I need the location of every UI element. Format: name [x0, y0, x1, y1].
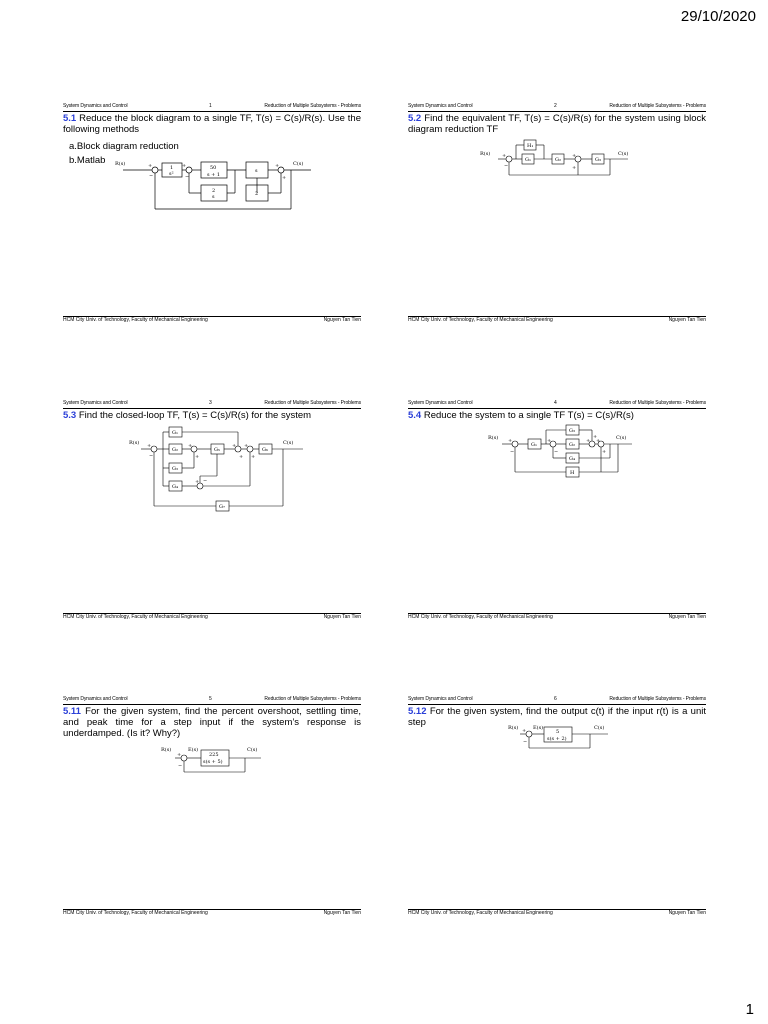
header-course: System Dynamics and Control [63, 103, 128, 109]
block-diagram-5-11 [161, 744, 271, 776]
method-b: b.Matlab [69, 155, 106, 166]
block1-num: 1 [170, 165, 174, 171]
problem-statement [63, 113, 361, 135]
slide-6 [408, 696, 706, 918]
block-G5: G₅ [214, 447, 220, 453]
footer-institution: HCM City Univ. of Technology, Faculty of Mechanical Engineering [63, 910, 208, 916]
footer-author: Nguyen Tan Tien [668, 614, 706, 620]
block-diagram-5-1 [115, 151, 315, 213]
svg-text:+: + [251, 454, 256, 460]
block-G4: G₄ [172, 484, 178, 490]
header-rule [408, 111, 706, 112]
problem-number: 5.4 [408, 410, 422, 421]
svg-text:+: + [239, 454, 244, 460]
label-C: C(s) [247, 747, 258, 753]
svg-text:+: + [148, 163, 153, 169]
label-R: R(s) [129, 440, 140, 446]
footer-author: Nguyen Tan Tien [323, 614, 361, 620]
problem-text: For the given system, find the output c(t) if the input r(t) is a unit step [408, 706, 706, 728]
block2-num: 50 [210, 165, 217, 171]
label-C: C(s) [293, 161, 304, 167]
svg-text:−: − [203, 478, 208, 484]
plant-num: 5 [556, 729, 560, 735]
block-G3: G₃ [595, 157, 601, 163]
block4-num: 2 [212, 188, 216, 194]
method-a: a.Block diagram reduction [69, 141, 179, 152]
label-R: R(s) [480, 151, 491, 157]
svg-text:+: + [232, 443, 237, 449]
label-E: E(s) [188, 747, 199, 753]
svg-text:+: + [195, 454, 200, 460]
svg-text:+: + [244, 443, 249, 449]
header-course: System Dynamics and Control [408, 400, 473, 406]
block-G1: G₁ [525, 157, 531, 163]
block1-den: s² [169, 171, 174, 177]
svg-text:+: + [188, 443, 193, 449]
svg-text:+: + [572, 153, 577, 159]
block-G7: G₇ [219, 504, 225, 510]
block3: s [255, 168, 258, 174]
problem-statement [408, 113, 706, 135]
header-course: System Dynamics and Control [408, 103, 473, 109]
svg-text:−: − [554, 449, 559, 455]
header-topic: Reduction of Multiple Subsystems - Problems [264, 696, 361, 702]
block-diagram-5-12 [508, 722, 618, 752]
label-C: C(s) [594, 725, 605, 731]
svg-text:+: + [572, 165, 577, 171]
problem-number: 5.2 [408, 113, 422, 124]
footer-institution: HCM City Univ. of Technology, Faculty of Mechanical Engineering [63, 614, 208, 620]
block-diagram-5-2 [480, 139, 630, 181]
block-G2: G₂ [569, 442, 575, 448]
plant-den: s(s + 2) [547, 736, 567, 742]
svg-text:−: − [510, 449, 515, 455]
svg-text:−: − [185, 174, 190, 180]
problem-number: 5.3 [63, 410, 77, 421]
footer-author: Nguyen Tan Tien [323, 317, 361, 323]
header-topic: Reduction of Multiple Subsystems - Problems [609, 696, 706, 702]
svg-text:+: + [177, 752, 182, 758]
footer-author: Nguyen Tan Tien [668, 910, 706, 916]
footer-institution: HCM City Univ. of Technology, Faculty of Mechanical Engineering [63, 317, 208, 323]
block-G3: G₃ [569, 428, 575, 434]
footer-author: Nguyen Tan Tien [323, 910, 361, 916]
svg-text:+: + [593, 434, 598, 440]
svg-text:+: + [596, 438, 601, 444]
problem-number: 5.12 [408, 706, 427, 717]
block-G6: G₆ [262, 447, 268, 453]
plant-den: s(s + 5) [203, 759, 223, 765]
block-G2: G₂ [172, 447, 178, 453]
problem-number: 5.1 [63, 113, 77, 124]
footer-institution: HCM City Univ. of Technology, Faculty of Mechanical Engineering [408, 317, 553, 323]
block-G3: G₃ [172, 466, 178, 472]
problem-number: 5.11 [63, 706, 81, 717]
svg-text:+: + [147, 443, 152, 449]
label-C: C(s) [616, 435, 627, 441]
label-R: R(s) [115, 161, 126, 167]
svg-text:+: + [508, 438, 513, 444]
svg-text:+: + [195, 479, 200, 485]
label-E: E(s) [533, 725, 544, 731]
footer-institution: HCM City Univ. of Technology, Faculty of Mechanical Engineering [408, 910, 553, 916]
svg-text:+: + [522, 728, 527, 734]
header-rule [63, 111, 361, 112]
header-rule [63, 704, 361, 705]
slide-1 [63, 103, 361, 325]
block-H: H [570, 470, 575, 476]
label-R: R(s) [161, 747, 172, 753]
header-topic: Reduction of Multiple Subsystems - Problems [609, 400, 706, 406]
svg-text:−: − [149, 453, 154, 459]
header-course: System Dynamics and Control [63, 696, 128, 702]
header-topic: Reduction of Multiple Subsystems - Problems [264, 103, 361, 109]
svg-text:−: − [178, 763, 183, 769]
header-topic: Reduction of Multiple Subsystems - Problems [264, 400, 361, 406]
header-slide-number: 4 [554, 400, 557, 406]
problem-text: Reduce the block diagram to a single TF, T(s) = C(s)/R(s). Use the following methods [63, 113, 361, 135]
slide-5 [63, 696, 361, 918]
header-slide-number: 5 [209, 696, 212, 702]
svg-text:+: + [502, 153, 507, 159]
problem-text: Reduce the system to a single TF T(s) = C(s)/R(s) [423, 410, 634, 421]
problem-text: For the given system, find the percent overshoot, settling time, and peak time for a step input if the system’s response is underdamped. (Is it? Why?) [63, 706, 362, 739]
block-G1: G₁ [172, 430, 178, 436]
label-C: C(s) [283, 440, 294, 446]
header-slide-number: 3 [209, 400, 212, 406]
block4-den: s [212, 194, 215, 200]
block-G2: G₂ [555, 157, 561, 163]
block-H1: H₁ [527, 143, 534, 149]
problem-statement [63, 706, 361, 739]
block-G1: G₁ [531, 442, 537, 448]
header-topic: Reduction of Multiple Subsystems - Problems [609, 103, 706, 109]
svg-text:+: + [602, 449, 607, 455]
label-R: R(s) [488, 435, 499, 441]
svg-text:+: + [586, 438, 591, 444]
footer-author: Nguyen Tan Tien [668, 317, 706, 323]
svg-text:−: − [149, 173, 154, 179]
block2-den: s + 1 [207, 172, 221, 178]
problem-statement [408, 410, 706, 421]
svg-text:−: − [504, 163, 509, 169]
print-date: 29/10/2020 [680, 8, 756, 25]
problem-text: Find the equivalent TF, T(s) = C(s)/R(s) for the system using block diagram reduction TF [408, 113, 706, 135]
header-slide-number: 1 [209, 103, 212, 109]
problem-statement [63, 410, 361, 421]
page-number: 1 [745, 1001, 754, 1018]
svg-text:+: + [275, 163, 280, 169]
header-course: System Dynamics and Control [63, 400, 128, 406]
header-rule [408, 704, 706, 705]
block-G4: G₄ [569, 456, 575, 462]
footer-institution: HCM City Univ. of Technology, Faculty of Mechanical Engineering [408, 614, 553, 620]
svg-text:+: + [282, 175, 287, 181]
slide-3 [63, 400, 361, 622]
label-R: R(s) [508, 725, 519, 731]
header-course: System Dynamics and Control [408, 696, 473, 702]
header-rule [63, 408, 361, 409]
header-rule [408, 408, 706, 409]
block-diagram-5-3 [125, 424, 305, 514]
svg-text:+: + [182, 163, 187, 169]
slide-2 [408, 103, 706, 325]
svg-text:−: − [523, 739, 528, 745]
header-slide-number: 2 [554, 103, 557, 109]
block5: 2 [255, 191, 259, 197]
block-diagram-5-4 [486, 424, 636, 480]
label-C: C(s) [618, 151, 629, 157]
problem-text: Find the closed-loop TF, T(s) = C(s)/R(s) for the system [78, 410, 312, 421]
svg-text:+: + [547, 438, 552, 444]
header-slide-number: 6 [554, 696, 557, 702]
slide-4 [408, 400, 706, 622]
plant-num: 225 [209, 752, 219, 758]
